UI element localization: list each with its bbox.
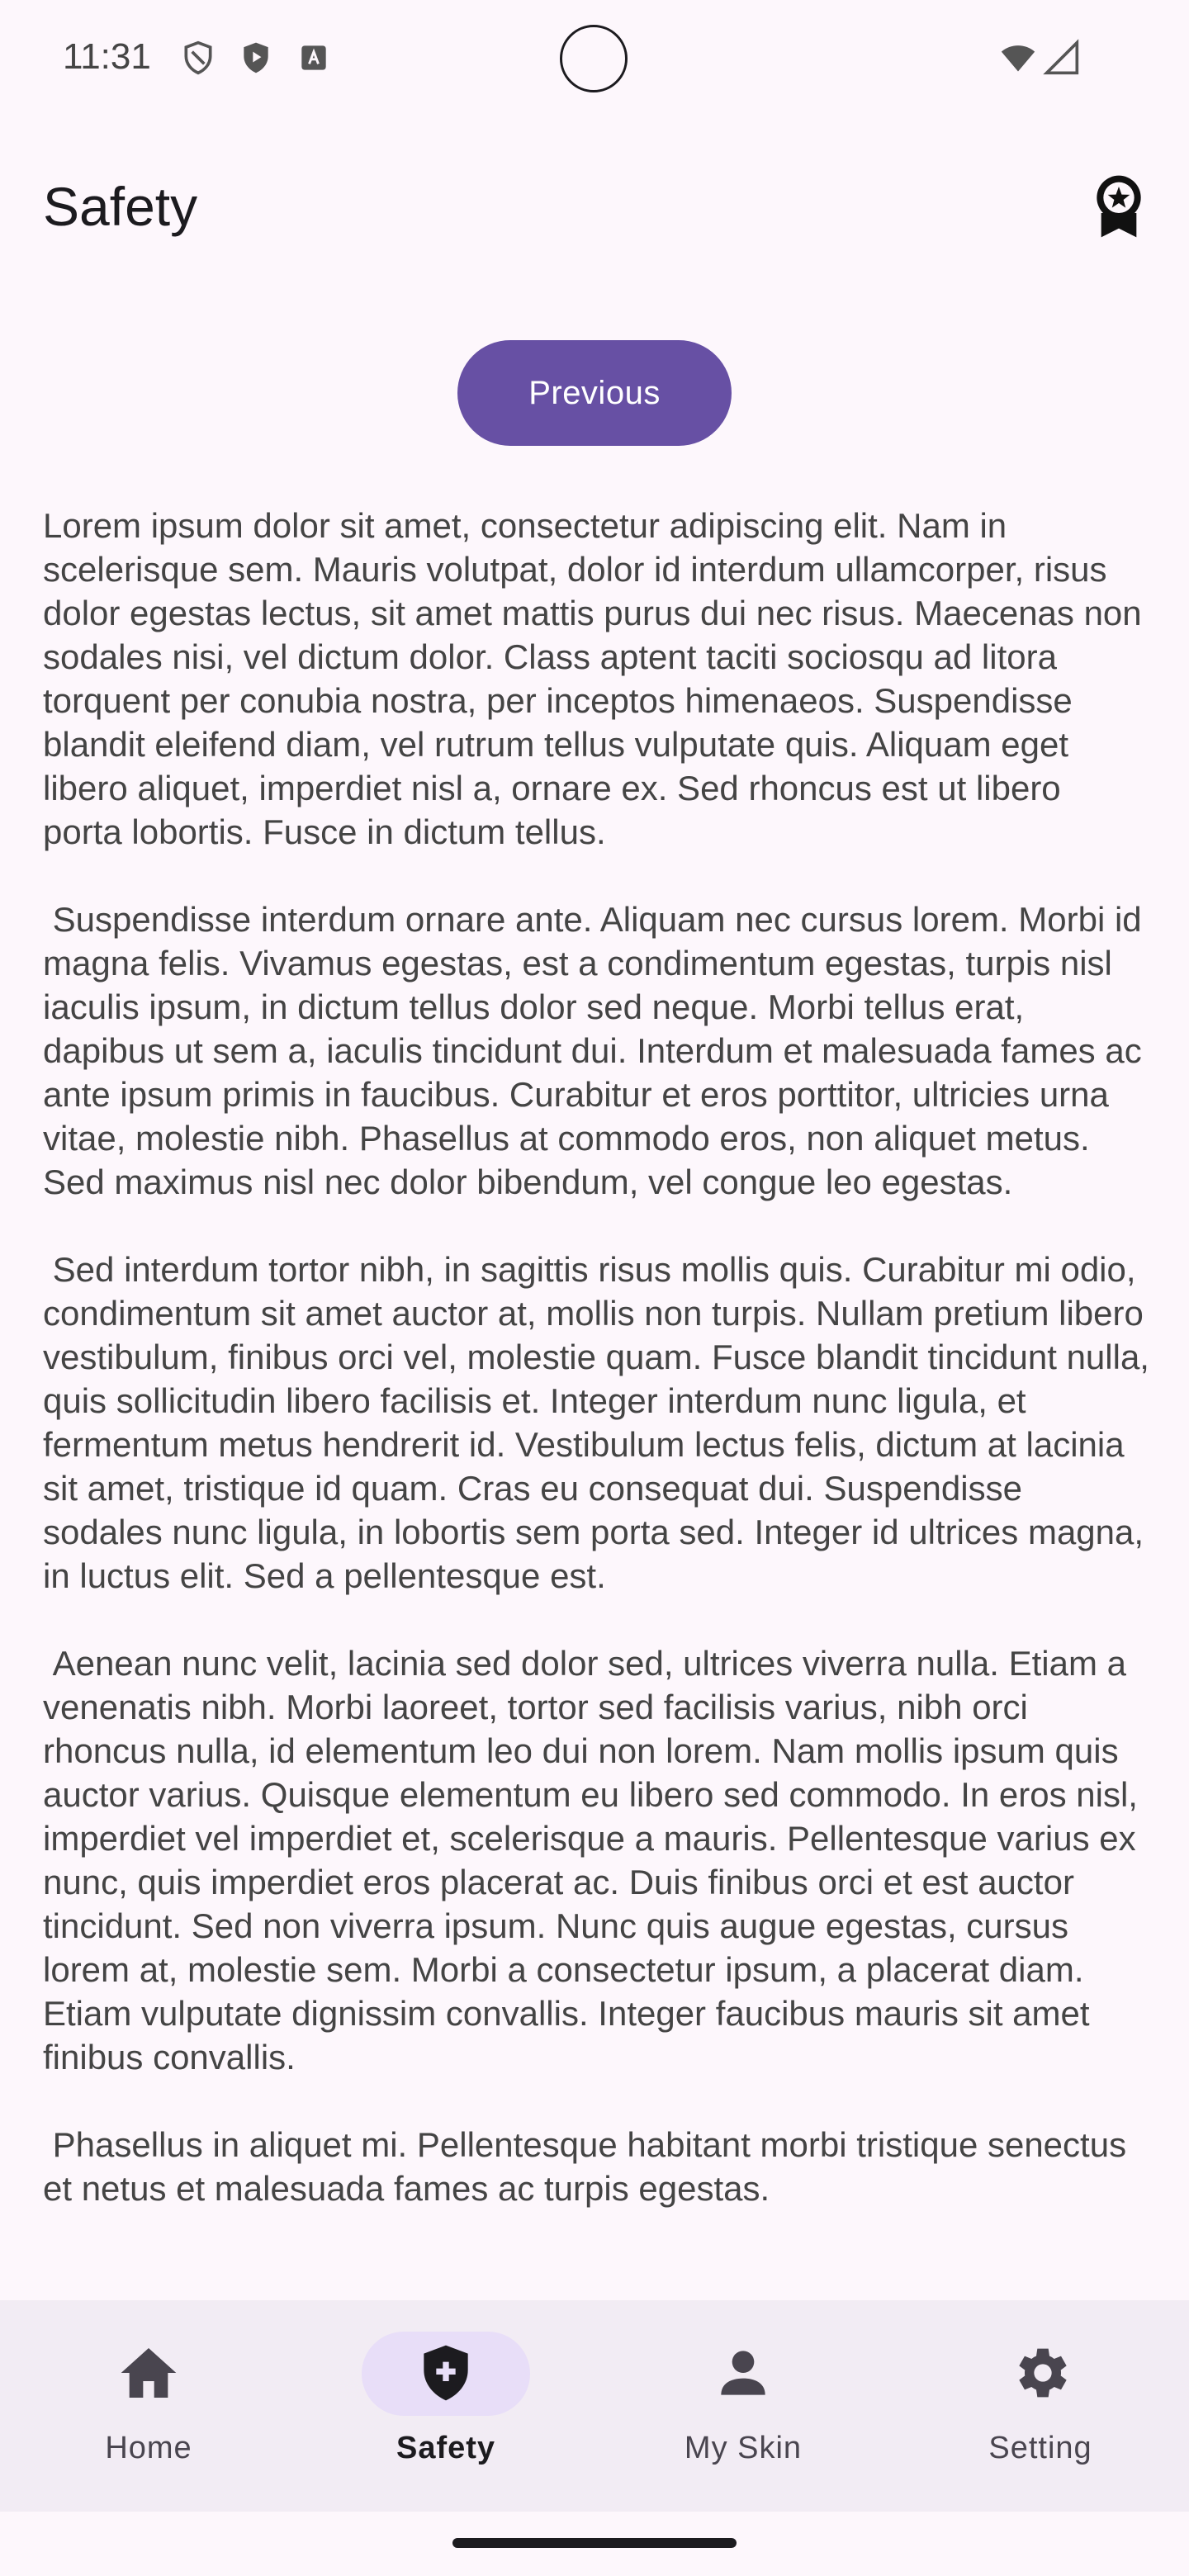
bottom-navigation: [0, 2300, 1189, 2512]
nav-item-setting[interactable]: [892, 2300, 1189, 2512]
wifi-icon: [997, 40, 1039, 76]
article-content: [43, 504, 1159, 2295]
status-bar: [0, 0, 1189, 124]
person-icon: [710, 2340, 776, 2406]
nav-label-setting: Setting: [988, 2431, 1092, 2465]
previous-button[interactable]: Previous: [457, 340, 732, 446]
camera-cutout: [560, 25, 628, 92]
paragraph: Phasellus in aliquet mi. Pellentesque habitant morbi tristique senectus et netus et malesuada fames ac turpis egestas.: [43, 2125, 1136, 2208]
nav-item-home[interactable]: [0, 2300, 297, 2512]
paragraph: Lorem ipsum dolor sit amet, consectetur adipiscing elit. Nam in scelerisque sem. Mauris volutpat, dolor id interdum ullamcorper, risus dolor egestas lectus, sit amet mattis purus dui nec risus. Maecenas non sodales nisi, vel dictum dolor. Class aptent taciti sociosqu ad litora torquent per conubia nostra, per inceptos himenaeos. Suspendisse blandit eleifend diam, vel rutrum tellus vulputate quis. Aliquam eget libero aliquet, imperdiet nisl a, ornare ex. Sed rhoncus est ut libero porta lobortis. Fusce in dictum tellus.: [43, 506, 1152, 851]
page-title: Safety: [43, 176, 198, 237]
nav-label-my-skin: My Skin: [684, 2431, 803, 2465]
nav-item-my-skin[interactable]: [594, 2300, 892, 2512]
signal-icon: [1044, 40, 1080, 76]
shield-play-icon: [238, 40, 274, 76]
nav-label-safety: Safety: [396, 2431, 496, 2465]
home-icon: [116, 2340, 182, 2406]
nav-label-home: Home: [105, 2431, 192, 2465]
paragraph: Sed interdum tortor nibh, in sagittis risus mollis quis. Curabitur mi odio, condimentum sit amet auctor at, mollis non turpis. Nullam pretium libero vestibulum, finibus orci vel, molestie quam. Fusce blandit tincidunt nulla, quis sollicitudin libero facilisis et. Integer interdum nunc ligula, et fermentum metus hendrerit id. Vestibulum lectus felis, dictum at lacinia sit amet, tristique id quam. Cras eu consequat dui. Suspendisse sodales nunc ligula, in lobortis sem porta sed. Integer id ultrices magna, in luctus elit. Sed a pellentesque est.: [43, 1250, 1159, 1595]
paragraph: Suspendisse interdum ornare ante. Aliquam nec cursus lorem. Morbi id magna felis. Vivamus egestas, est a condimentum egestas, turpis nisl iaculis ipsum, in dictum tellus dolor sed neque. Morbi tellus erat, dapibus ut sem a, iaculis tincidunt dui. Interdum et malesuada fames ac ante ipsum primis in faucibus. Curabitur et eros porttitor, ultricies urna vitae, molestie nibh. Phasellus at commodo eros, non aliquet metus. Sed maximus nisl nec dolor bibendum, vel congue leo egestas.: [43, 900, 1152, 1201]
nav-item-safety[interactable]: [297, 2300, 594, 2512]
award-icon[interactable]: [1092, 173, 1146, 239]
top-app-bar: [0, 149, 1189, 264]
keyboard-a-icon: [296, 40, 332, 76]
shield-plus-icon: [413, 2340, 479, 2406]
shield-outline-icon: [180, 40, 216, 76]
gear-icon: [1007, 2340, 1073, 2406]
gesture-handle[interactable]: [452, 2538, 737, 2548]
status-time: 11:31: [63, 36, 151, 77]
paragraph: Aenean nunc velit, lacinia sed dolor sed, ultrices viverra nulla. Etiam a venenatis nibh. Morbi laoreet, tortor sed facilisis varius, nibh orci rhoncus nulla, id elementum leo dui non lorem. Nam mollis ipsum quis auctor varius. Quisque elementum eu libero sed commodo. In eros nisl, imperdiet vel imperdiet et, scelerisque a mauris. Pellentesque varius ex nunc, quis imperdiet eros placerat ac. Duis finibus orci et est auctor tincidunt. Sed non viverra ipsum. Nunc quis augue egestas, cursus lorem at, molestie sem. Morbi a consectetur ipsum, a placerat diam. Etiam vulputate dignissim convallis. Integer faucibus mauris sit amet finibus convallis.: [43, 1644, 1148, 2076]
